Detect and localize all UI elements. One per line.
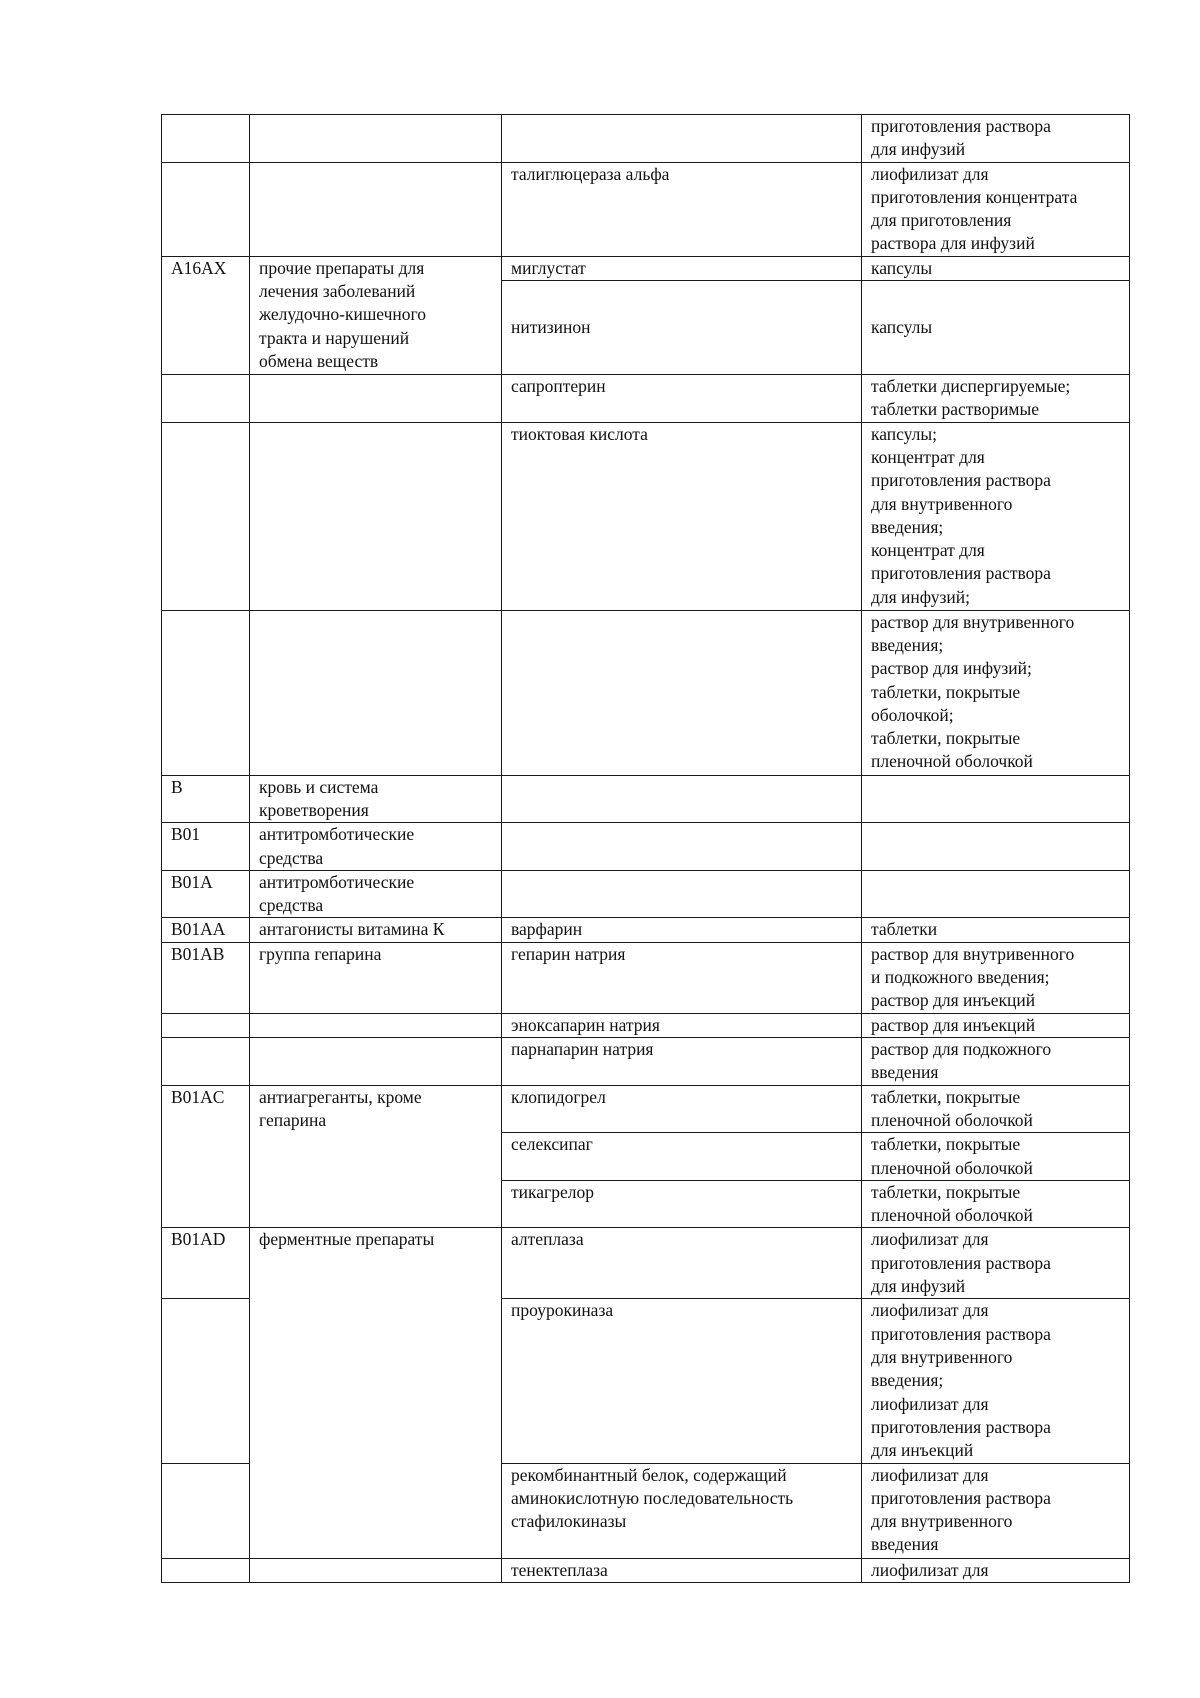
dosage-form-cell [862,775,1130,823]
atc-code-cell: B01AD [162,1228,250,1299]
group-name-cell [250,422,502,610]
drug-name-cell: эноксапарин натрия [502,1013,862,1037]
dosage-form-cell: раствор для внутривенного и подкожного введения; раствор для инъекций [862,942,1130,1013]
group-name-cell: ферментные препараты [250,1228,502,1558]
drug-name-cell: рекомбинантный белок, содержащий аминокислотную последовательность стафилокиназы [502,1463,862,1558]
dosage-form-cell: лиофилизат для [862,1558,1130,1582]
atc-code-cell: B01AC [162,1085,250,1228]
drug-name-cell: варфарин [502,918,862,942]
atc-code-cell [162,610,250,775]
atc-code-cell [162,1299,250,1463]
drug-name-cell: гепарин натрия [502,942,862,1013]
atc-code-cell [162,1463,250,1558]
drug-name-cell: клопидогрел [502,1085,862,1133]
dosage-form-cell: приготовления раствора для инфузий [862,115,1130,163]
dosage-form-cell: лиофилизат для приготовления раствора для внутривенного введения; лиофилизат для приготовления раствора для инъекций [862,1299,1130,1463]
table-row [162,256,1130,280]
dosage-form-cell: таблетки диспергируемые; таблетки растворимые [862,375,1130,423]
dosage-form-cell [862,870,1130,918]
drug-name-cell: сапроптерин [502,375,862,423]
atc-code-cell [162,422,250,610]
table-row [162,422,1130,610]
drug-name-cell: тенектеплаза [502,1558,862,1582]
table-row [162,942,1130,1013]
drug-name-cell: парнапарин натрия [502,1038,862,1086]
group-name-cell: кровь и система кроветворения [250,775,502,823]
drug-name-cell [502,115,862,163]
group-name-cell [250,1558,502,1582]
dosage-form-cell: лиофилизат для приготовления раствора для инфузий [862,1228,1130,1299]
dosage-form-cell: раствор для подкожного введения [862,1038,1130,1086]
atc-code-cell [162,115,250,163]
group-name-cell: группа гепарина [250,942,502,1013]
group-name-cell [250,115,502,163]
table-row [162,823,1130,871]
atc-code-cell [162,375,250,423]
drug-name-cell: нитизинон [502,281,862,375]
atc-code-cell: B [162,775,250,823]
drug-name-cell: селексипаг [502,1133,862,1181]
group-name-cell: антиагреганты, кроме гепарина [250,1085,502,1228]
table-row [162,115,1130,163]
atc-code-cell [162,162,250,256]
table-row [162,1558,1130,1582]
group-name-cell [250,1038,502,1086]
drug-name-cell [502,823,862,871]
atc-code-cell: B01 [162,823,250,871]
table-row [162,1085,1130,1133]
drug-name-cell [502,775,862,823]
atc-code-cell: B01AB [162,942,250,1013]
dosage-form-cell: лиофилизат для приготовления концентрата для приготовления раствора для инфузий [862,162,1130,256]
table-row [162,610,1130,775]
group-name-cell: антагонисты витамина К [250,918,502,942]
dosage-form-cell: таблетки [862,918,1130,942]
table-row [162,870,1130,918]
dosage-form-cell: раствор для инъекций [862,1013,1130,1037]
atc-code-cell [162,1038,250,1086]
group-name-cell [250,1013,502,1037]
table-row [162,918,1130,942]
group-name-cell: антитромботические средства [250,870,502,918]
table-row [162,1013,1130,1037]
group-name-cell: прочие препараты для лечения заболеваний желудочно-кишечного тракта и нарушений обмена веществ [250,256,502,374]
table-row [162,162,1130,256]
medication-table [161,114,1130,1583]
drug-name-cell [502,610,862,775]
dosage-form-cell [862,823,1130,871]
atc-code-cell: A16AX [162,256,250,374]
drug-name-cell: талиглюцераза альфа [502,162,862,256]
table-row [162,375,1130,423]
atc-code-cell: B01A [162,870,250,918]
dosage-form-cell: капсулы; концентрат для приготовления раствора для внутривенного введения; концентрат для приготовления раствора для инфузий; [862,422,1130,610]
table-row [162,1038,1130,1086]
drug-name-cell [502,870,862,918]
drug-name-cell: тикагрелор [502,1180,862,1228]
group-name-cell [250,610,502,775]
table-row [162,1228,1130,1299]
group-name-cell: антитромботические средства [250,823,502,871]
dosage-form-cell: таблетки, покрытые пленочной оболочкой [862,1133,1130,1181]
dosage-form-cell: таблетки, покрытые пленочной оболочкой [862,1180,1130,1228]
dosage-form-cell: капсулы [862,281,1130,375]
dosage-form-cell: таблетки, покрытые пленочной оболочкой [862,1085,1130,1133]
drug-name-cell: миглустат [502,256,862,280]
drug-name-cell: проурокиназа [502,1299,862,1463]
atc-code-cell: B01AA [162,918,250,942]
drug-name-cell: алтеплаза [502,1228,862,1299]
table-row [162,775,1130,823]
atc-code-cell [162,1013,250,1037]
drug-name-cell: тиоктовая кислота [502,422,862,610]
group-name-cell [250,162,502,256]
dosage-form-cell: раствор для внутривенного введения; раствор для инфузий; таблетки, покрытые оболочкой; таблетки, покрытые пленочной оболочкой [862,610,1130,775]
group-name-cell [250,375,502,423]
atc-code-cell [162,1558,250,1582]
dosage-form-cell: лиофилизат для приготовления раствора для внутривенного введения [862,1463,1130,1558]
dosage-form-cell: капсулы [862,256,1130,280]
